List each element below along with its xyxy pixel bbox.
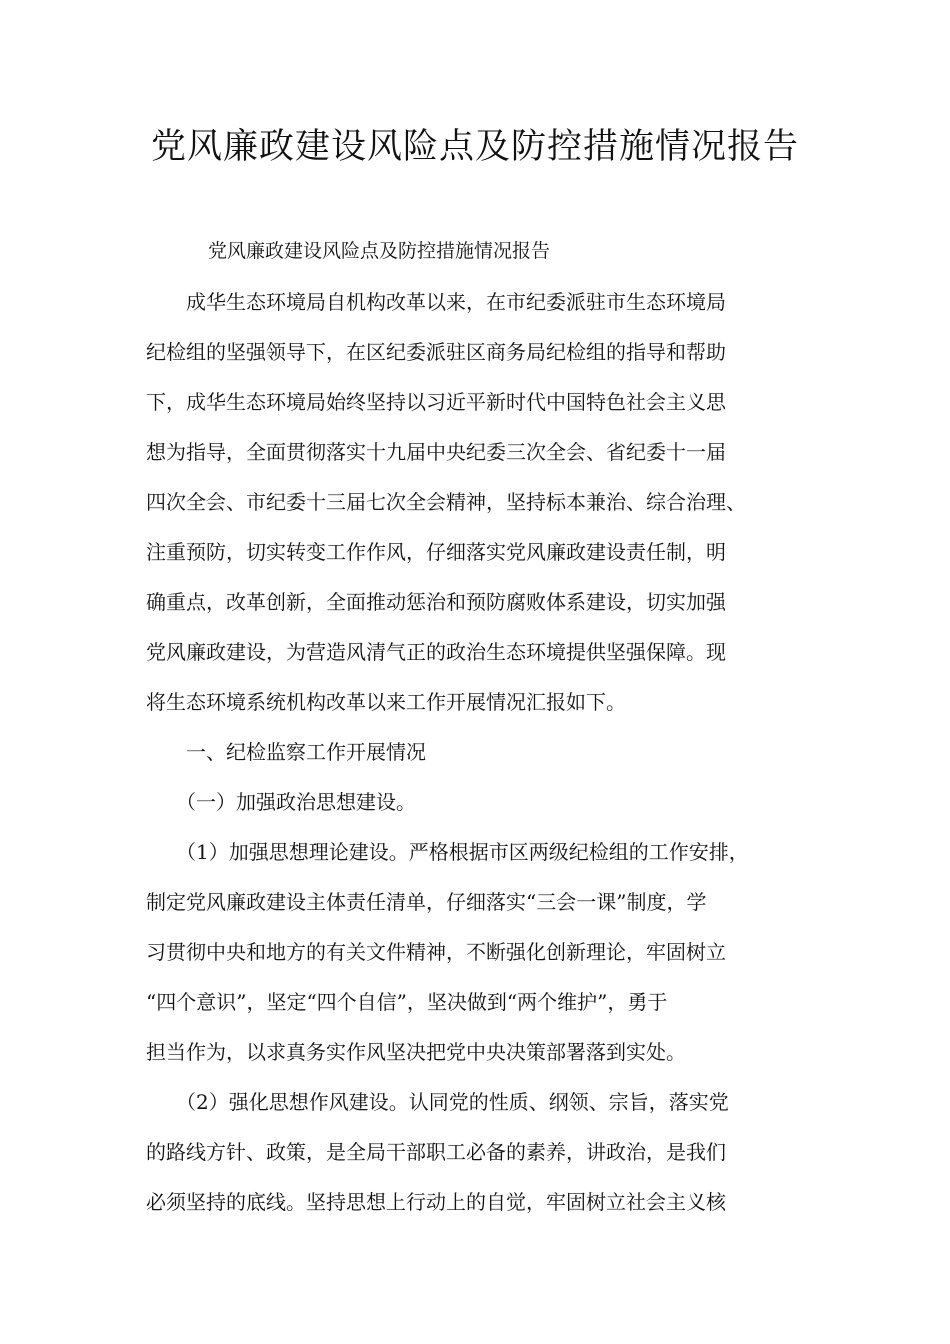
body-line: 成华生态环境局自机构改革以来，在市纪委派驻市生态环境局 bbox=[146, 290, 726, 314]
document-body bbox=[146, 287, 836, 1237]
body-line: 将生态环境系统机构改革以来工作开展情况汇报如下。 bbox=[146, 690, 626, 714]
body-line: 的路线方针、政策，是全局干部职工必备的素养，讲政治，是我们 bbox=[146, 1140, 726, 1164]
body-line: （2）强化思想作风建设。认同党的性质、纲领、宗旨，落实党 bbox=[146, 1090, 729, 1114]
section-heading: 一、纪检监察工作开展情况 bbox=[146, 740, 426, 764]
body-line: 下，成华生态环境局始终坚持以习近平新时代中国特色社会主义思 bbox=[146, 390, 726, 414]
document-subtitle: 党风廉政建设风险点及防控措施情况报告 bbox=[208, 240, 551, 262]
body-line: 确重点，改革创新，全面推动惩治和预防腐败体系建设，切实加强 bbox=[146, 590, 726, 614]
body-line: 党风廉政建设，为营造风清气正的政治生态环境提供坚强保障。现 bbox=[146, 640, 726, 664]
document-title: 党风廉政建设风险点及防控措施情况报告 bbox=[150, 127, 799, 167]
body-line: （1）加强思想理论建设。严格根据市区两级纪检组的工作安排， bbox=[146, 840, 749, 864]
body-line: 纪检组的坚强领导下，在区纪委派驻区商务局纪检组的指导和帮助 bbox=[146, 340, 726, 364]
body-line: 必须坚持的底线。坚持思想上行动上的自觉，牢固树立社会主义核 bbox=[146, 1190, 726, 1214]
body-line: 想为指导，全面贯彻落实十九届中央纪委三次全会、省纪委十一届 bbox=[146, 440, 726, 464]
body-line: 制定党风廉政建设主体责任清单，仔细落实“三会一课”制度，学 bbox=[146, 890, 707, 914]
body-line: 习贯彻中央和地方的有关文件精神，不断强化创新理论，牢固树立 bbox=[146, 940, 726, 964]
body-line: 四次全会、市纪委十三届七次全会精神，坚持标本兼治、综合治理、 bbox=[146, 490, 746, 514]
body-line: 注重预防，切实转变工作作风，仔细落实党风廉政建设责任制，明 bbox=[146, 540, 726, 564]
body-line: 担当作为，以求真务实作风坚决把党中央决策部署落到实处。 bbox=[146, 1040, 686, 1064]
body-line: “四个意识”，坚定“四个自信”，坚决做到“两个维护”，勇于 bbox=[146, 990, 668, 1014]
subsection-heading: （一）加强政治思想建设。 bbox=[146, 790, 416, 814]
